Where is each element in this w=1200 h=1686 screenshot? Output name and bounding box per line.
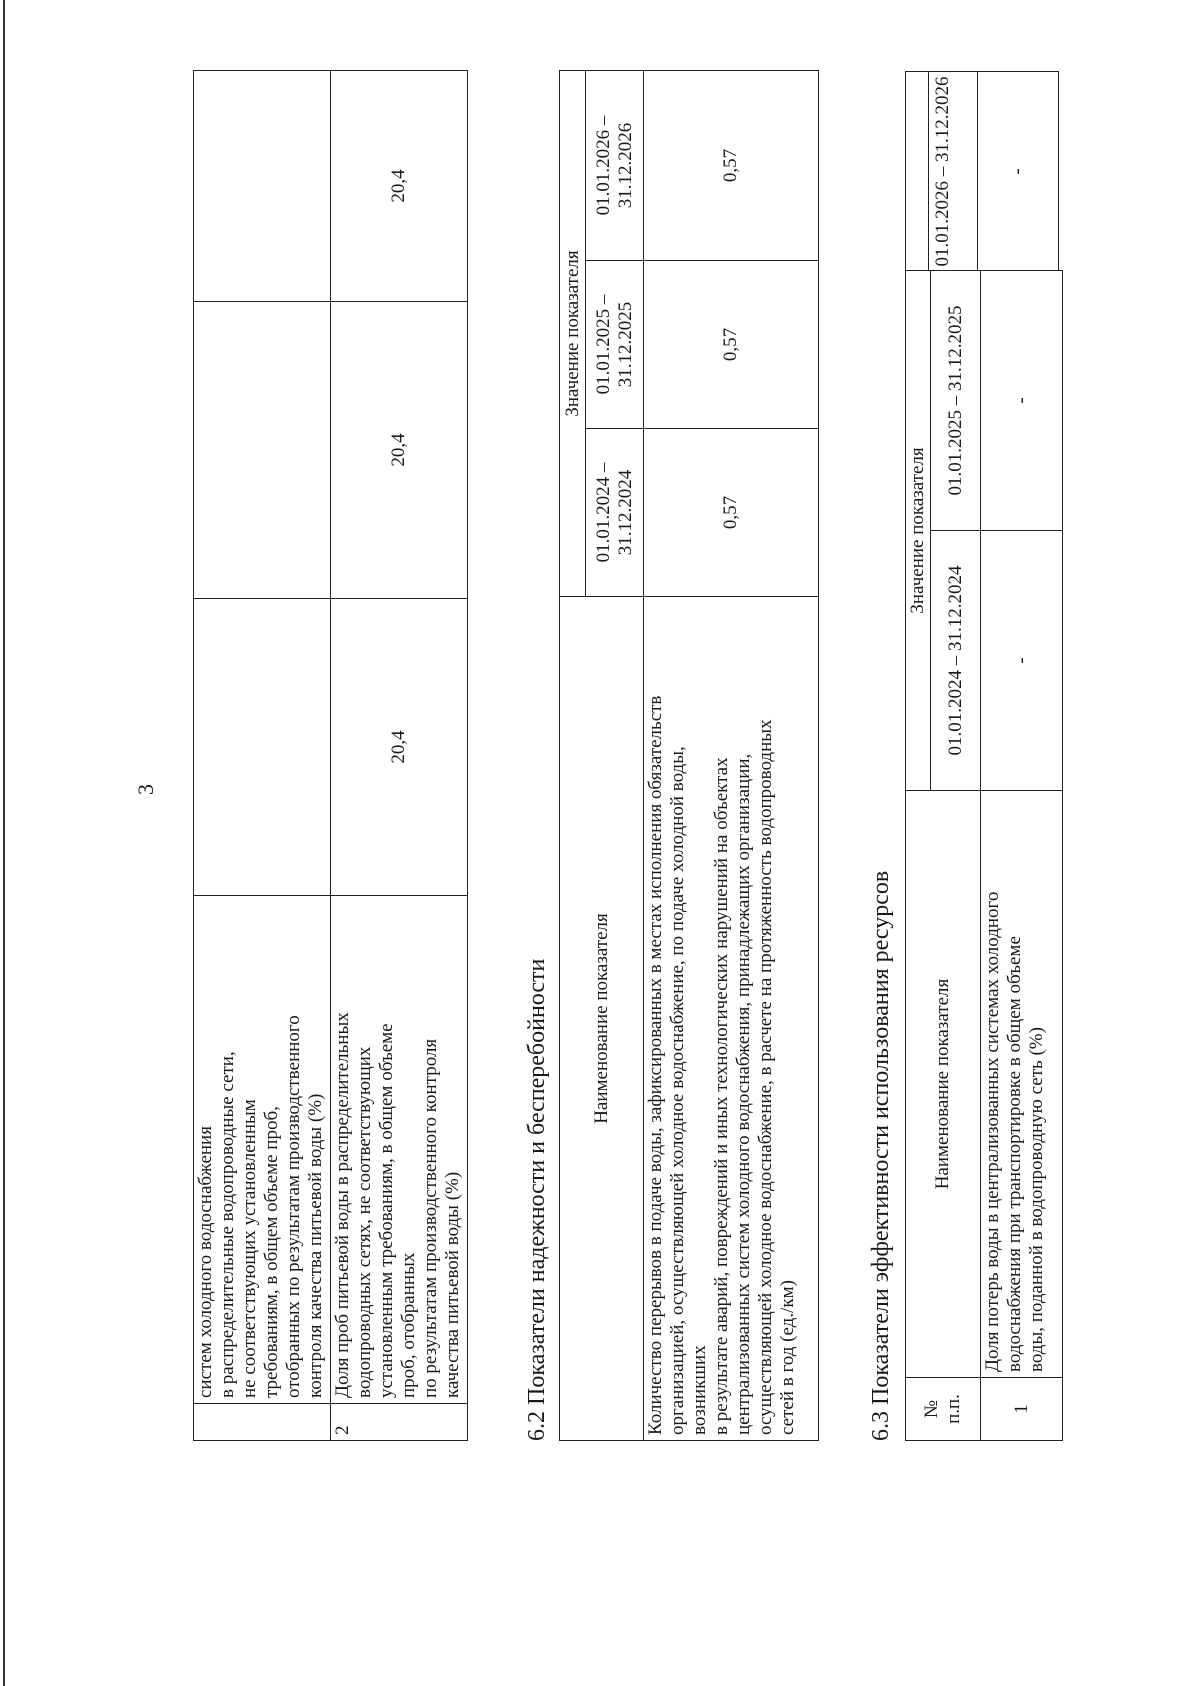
value-cell: 20,4 — [331, 71, 468, 302]
section-heading-6-2: 6.2 Показатели надежности и бесперебойности — [524, 958, 550, 1441]
text-line: воды, поданной в водопроводную сеть (%) — [1026, 1027, 1047, 1372]
value-cell: 20,4 — [331, 302, 468, 599]
text-line: проб, отобранных — [398, 1252, 419, 1398]
column-header-period: 01.01.2026 – 31.12.2026 — [586, 71, 644, 261]
quality-table-continued — [193, 70, 468, 1441]
column-header-period: 01.01.2024 – 31.12.2024 — [586, 429, 644, 597]
text-line: Количество перерывов в подаче воды, зафиксированных в местах исполнения обязательств — [645, 695, 666, 1435]
text-line: Доля потерь воды в централизованных системах холодного — [982, 891, 1003, 1372]
value-cell: 0,57 — [644, 429, 819, 597]
text-line: возникших — [689, 1345, 710, 1435]
section-heading-6-3: 6.3 Показатели эффективности использования ресурсов — [868, 870, 894, 1441]
value-cell: - — [1007, 168, 1028, 175]
value-cell: - — [981, 270, 1063, 530]
resource-efficiency-table — [905, 270, 1063, 1441]
text-line: в результате аварий, повреждений и иных технологических нарушений на объектах — [711, 757, 732, 1435]
column-header-group: Значение показателя — [906, 270, 931, 790]
value-cell: 20,4 — [331, 599, 468, 896]
column-header-period: 01.01.2025 – 31.12.2025 — [586, 261, 644, 429]
text-line: осуществляющей холодное водоснабжение, в расчете на протяженность водопроводных — [755, 719, 776, 1435]
column-header-name: Наименование показателя — [906, 791, 981, 1378]
text-line: не соответствующих установленным — [239, 1099, 260, 1398]
text-line: Доля проб питьевой воды в распределительных — [332, 1012, 353, 1398]
text-line: требованиям, в общем объеме проб, — [261, 1106, 282, 1398]
text-line: водоснабжения при транспортировке в общем объеме — [1004, 936, 1025, 1372]
period-3-column — [905, 71, 1059, 271]
indicator-name — [331, 896, 468, 1404]
text-line: отобранных по результатам производственного — [283, 1015, 304, 1398]
indicator-name — [981, 791, 1063, 1378]
row-number: 1 — [981, 1378, 1063, 1441]
value-cell — [194, 599, 331, 896]
value-cell: 0,57 — [644, 261, 819, 429]
row-number: 2 — [331, 1404, 468, 1441]
text-line: водопроводных сетях, не соответствующих — [354, 1046, 375, 1398]
column-header-period: 01.01.2026 – 31.12.2026 — [928, 72, 978, 271]
rotated-page — [0, 65, 1200, 1665]
column-header-number: № п.п. — [906, 1378, 981, 1441]
reliability-table — [559, 70, 819, 1441]
table-row — [331, 71, 468, 1441]
text-line: централизованных систем холодного водоснабжения, принадлежащих организации, — [733, 753, 754, 1435]
column-header-period: 01.01.2024 – 31.12.2024 — [931, 531, 981, 791]
value-cell: - — [981, 531, 1063, 791]
table-header-row — [906, 270, 931, 1440]
text-line: по результатам производственного контроля — [420, 1038, 441, 1398]
table-row — [981, 270, 1063, 1440]
indicator-name — [644, 597, 819, 1441]
text-line: качества питьевой воды (%) — [442, 1171, 463, 1398]
text-line: установленным требованиям, в общем объеме — [376, 1023, 397, 1398]
text-line: сетей в год (ед./км) — [777, 1280, 798, 1435]
column-header-period: 01.01.2025 – 31.12.2025 — [931, 270, 981, 530]
text-line: систем холодного водоснабжения — [195, 1126, 216, 1398]
table-row — [194, 71, 331, 1441]
text-line: организацией, осуществляющей холодное водоснабжение, по подаче холодной воды, — [667, 746, 688, 1435]
row-number — [194, 1404, 331, 1441]
page-number: 3 — [133, 784, 158, 795]
indicator-name — [194, 896, 331, 1404]
text-line: контроля качества питьевой воды (%) — [305, 1093, 326, 1398]
text-line: в распределительные водопроводные сети, — [217, 1051, 238, 1398]
value-cell: 0,57 — [644, 71, 819, 261]
value-cell — [194, 302, 331, 599]
value-cell — [194, 71, 331, 302]
table-header-row — [560, 71, 586, 1441]
table-row — [644, 71, 819, 1441]
column-header-group: Значение показателя — [560, 71, 586, 597]
column-header-name: Наименование показателя — [560, 597, 644, 1441]
